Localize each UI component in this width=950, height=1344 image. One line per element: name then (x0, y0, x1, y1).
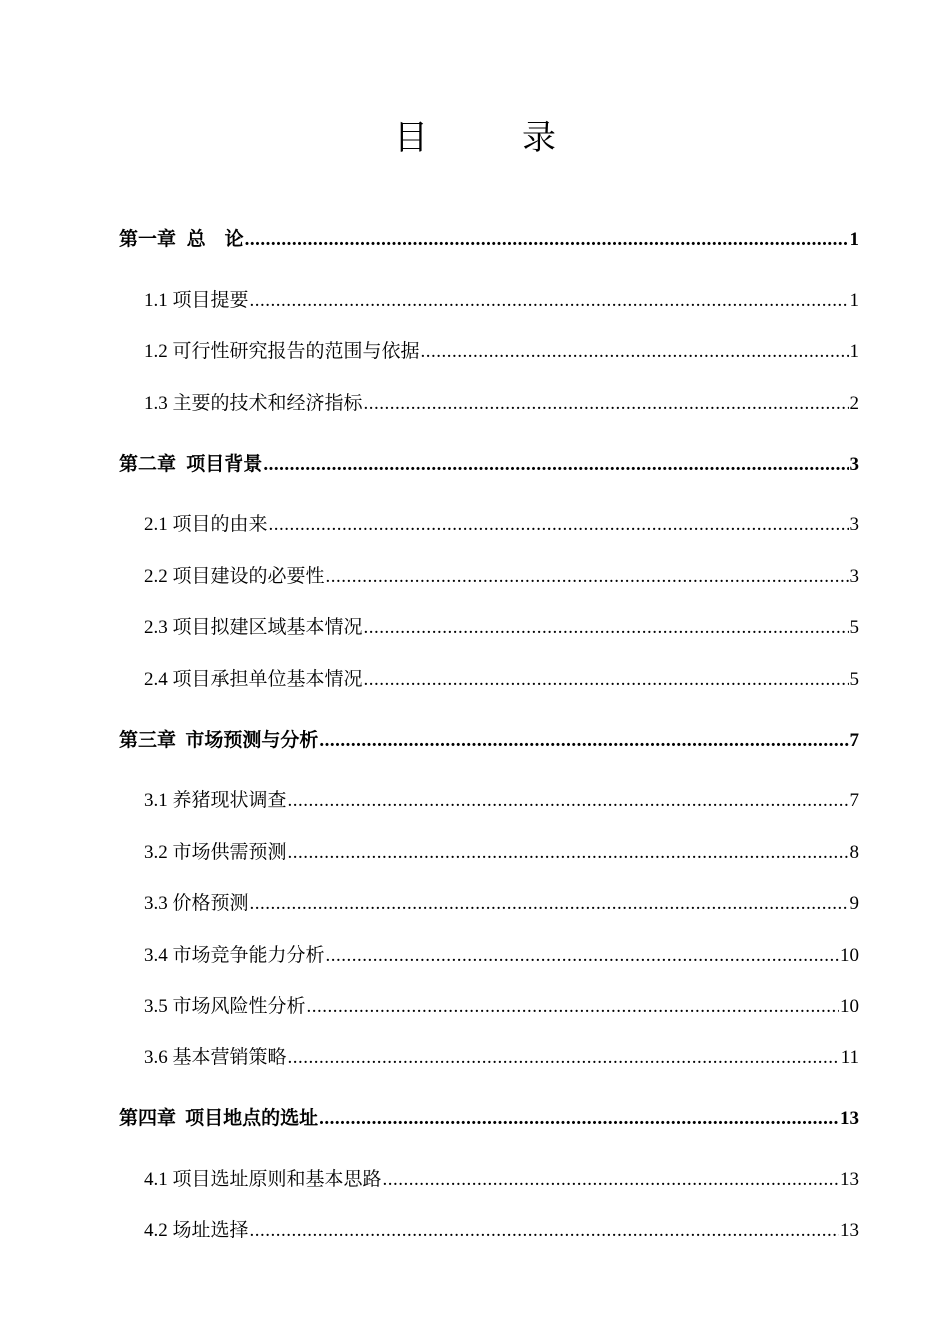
toc-section-3-5[interactable] (144, 991, 859, 1023)
toc-chapter-4[interactable] (119, 1103, 859, 1135)
toc-entry-page: 10 (840, 996, 859, 1017)
toc-entry-text: 基本营销策略 (172, 1047, 287, 1068)
toc-entry-number: 2.2 (144, 566, 168, 587)
toc-entry-text: 养猪现状调查 (172, 790, 287, 811)
toc-leader (250, 888, 849, 920)
toc-leader (245, 224, 849, 256)
toc-leader (250, 1215, 839, 1247)
toc-section-2-4[interactable] (144, 664, 859, 696)
toc-entry-text: 总 论 (186, 229, 244, 250)
toc-entry-text: 市场预测与分析 (185, 730, 319, 751)
toc-leader (288, 1042, 840, 1074)
toc-leader (421, 336, 849, 368)
toc-leader (288, 785, 849, 817)
toc-leader (383, 1164, 839, 1196)
toc-entry-page: 3 (849, 566, 859, 587)
toc-entry-number: 2.3 (144, 617, 168, 638)
toc-leader (250, 285, 849, 317)
toc-entry-page: 8 (849, 842, 859, 863)
toc-entry-text: 场址选择 (172, 1220, 249, 1241)
toc-section-3-4[interactable] (144, 940, 859, 972)
toc-entry-text: 主要的技术和经济指标 (172, 393, 363, 414)
toc-section-2-3[interactable] (144, 612, 859, 644)
toc-entry-number: 3.2 (144, 842, 168, 863)
toc-entry-number: 2.1 (144, 514, 168, 535)
toc-leader (364, 388, 849, 420)
toc-leader (326, 940, 839, 972)
toc-entry-number: 3.6 (144, 1047, 168, 1068)
toc-entry-page: 9 (849, 893, 859, 914)
toc-section-3-3[interactable] (144, 888, 859, 920)
toc-leader (307, 991, 839, 1023)
toc-entry-number: 第一章 (119, 229, 177, 250)
toc-entry-page: 3 (849, 454, 859, 475)
toc-entry-text: 可行性研究报告的范围与依据 (172, 341, 420, 362)
toc-entry-number: 2.4 (144, 669, 168, 690)
toc-entry-text: 项目承担单位基本情况 (172, 669, 363, 690)
toc-entry-page: 1 (849, 290, 859, 311)
toc-leader (326, 561, 849, 593)
toc-chapter-2[interactable] (119, 449, 859, 481)
toc-entry-text: 项目背景 (186, 454, 263, 475)
toc-entry-page: 2 (849, 393, 859, 414)
toc-entry-number: 第四章 (119, 1108, 177, 1129)
toc-leader (263, 449, 848, 481)
toc-entry-number: 1.1 (144, 290, 168, 311)
toc-entry-text: 项目选址原则和基本思路 (172, 1169, 382, 1190)
toc-leader (319, 725, 848, 757)
toc-section-3-1[interactable] (144, 785, 859, 817)
toc-entry-number: 1.2 (144, 341, 168, 362)
toc-entry-text: 市场风险性分析 (172, 996, 306, 1017)
toc-entry-number: 4.2 (144, 1220, 168, 1241)
toc-section-2-1[interactable] (144, 509, 859, 541)
toc-section-1-2[interactable] (144, 336, 859, 368)
toc-entry-number: 1.3 (144, 393, 168, 414)
toc-entry-page: 5 (849, 617, 859, 638)
toc-entry-page: 10 (840, 945, 859, 966)
toc-section-4-1[interactable] (144, 1164, 859, 1196)
toc-entry-page: 13 (840, 1220, 859, 1241)
toc-leader (364, 612, 849, 644)
toc-section-3-6[interactable] (144, 1042, 859, 1074)
toc-leader (288, 837, 849, 869)
toc-entry-page: 7 (849, 790, 859, 811)
toc-entry-page: 13 (840, 1108, 859, 1129)
toc-entry-text: 项目的由来 (172, 514, 268, 535)
page-title: 目 录 (394, 118, 586, 158)
toc-leader (319, 1103, 839, 1135)
toc-entry-page: 1 (849, 229, 859, 250)
toc-section-4-2[interactable] (144, 1215, 859, 1247)
toc-entry-number: 3.5 (144, 996, 168, 1017)
toc-entry-page: 3 (849, 514, 859, 535)
toc-entry-text: 项目提要 (172, 290, 249, 311)
toc-entry-page: 7 (849, 730, 859, 751)
toc-entry-text: 项目地点的选址 (185, 1108, 319, 1129)
toc-entry-number: 3.4 (144, 945, 168, 966)
toc-entry-number: 第三章 (119, 730, 177, 751)
toc-section-1-3[interactable] (144, 388, 859, 420)
toc-entry-number: 3.3 (144, 893, 168, 914)
toc-chapter-3[interactable] (119, 725, 859, 757)
toc-leader (364, 664, 849, 696)
toc-section-3-2[interactable] (144, 837, 859, 869)
toc-chapter-1[interactable] (119, 224, 859, 256)
toc-entry-text: 市场供需预测 (172, 842, 287, 863)
toc-entry-text: 项目拟建区域基本情况 (172, 617, 363, 638)
toc-entry-text: 项目建设的必要性 (172, 566, 325, 587)
toc-entry-page: 5 (849, 669, 859, 690)
toc-entry-number: 第二章 (119, 454, 177, 475)
toc-leader (269, 509, 849, 541)
toc-entry-text: 价格预测 (172, 893, 249, 914)
toc-section-1-1[interactable] (144, 285, 859, 317)
toc-entry-page: 13 (840, 1169, 859, 1190)
toc-entry-page: 1 (849, 341, 859, 362)
toc-entry-number: 4.1 (144, 1169, 168, 1190)
toc-section-2-2[interactable] (144, 561, 859, 593)
toc-entry-text: 市场竞争能力分析 (172, 945, 325, 966)
toc-entry-number: 3.1 (144, 790, 168, 811)
toc-entry-page: 11 (840, 1047, 859, 1068)
